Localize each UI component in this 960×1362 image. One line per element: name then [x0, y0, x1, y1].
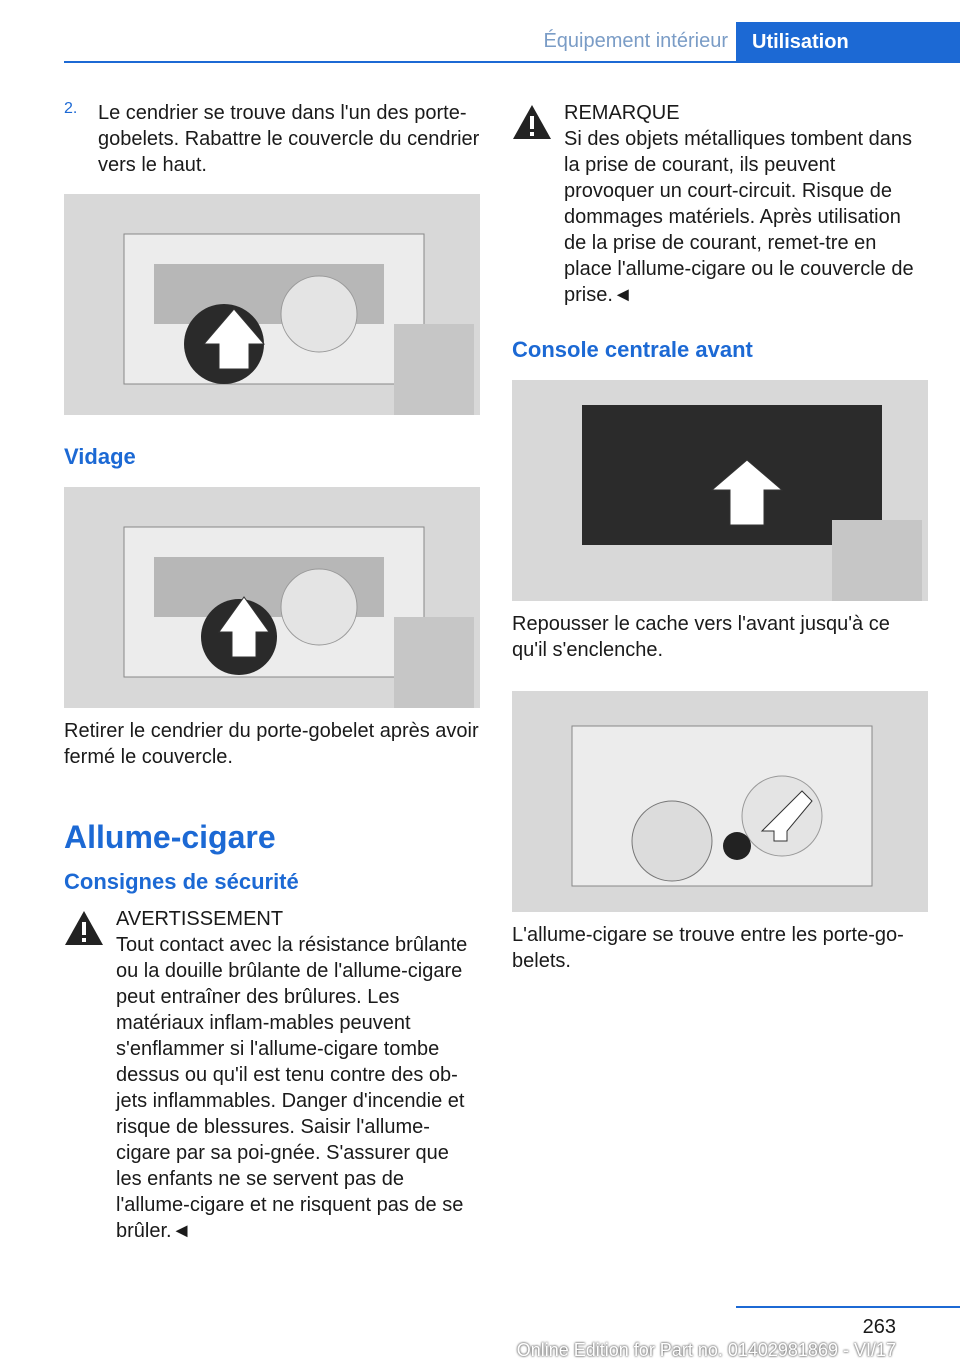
header-tab: Utilisation [736, 22, 960, 63]
ashtray-open-image [64, 194, 480, 415]
header-section: Équipement intérieur [543, 30, 728, 52]
lighter-text: L'allume-cigare se trouve entre les porte-go-belets. [512, 924, 904, 972]
footer-rule [736, 1306, 960, 1308]
consignes-heading: Consignes de sécurité [64, 869, 299, 894]
warning-block [64, 906, 480, 1244]
warning-title: AVERTISSEMENT [116, 908, 284, 930]
ashtray-closed-image [64, 487, 480, 708]
page-number: 263 [862, 1316, 896, 1338]
warning-triangle-icon [64, 910, 104, 946]
note-title: REMARQUE [564, 102, 680, 124]
allume-heading: Allume-cigare [64, 819, 276, 855]
edition-text: Online Edition for Part no. 01402981869 - VI/17 [516, 1340, 896, 1360]
note-block [512, 100, 928, 308]
note-text: Si des objets métalliques tombent dans la prise de courant, ils peuvent provoquer un court-circuit. Risque de dommages matériels. Après utilisation de la prise de courant, remet-tre en place l'allume-cigare ou le couvercle de prise.◄ [564, 128, 914, 306]
right-column [512, 100, 928, 974]
lighter-image [512, 691, 928, 912]
step-number: 2. [64, 100, 78, 117]
vidage-text: Retirer le cendrier du porte-gobelet après avoir fermé le couvercle. [64, 720, 479, 768]
step-item [64, 100, 480, 178]
step-text: Le cendrier se trouve dans l'un des porte-gobelets. Rabattre le couvercle du cendrier vers le haut. [98, 102, 480, 176]
console-heading: Console centrale avant [512, 337, 753, 362]
warning-triangle-icon [512, 104, 552, 140]
vidage-heading: Vidage [64, 444, 136, 469]
header-rule [64, 61, 960, 63]
center-console-image [512, 380, 928, 601]
console-text: Repousser le cache vers l'avant jusqu'à ce qu'il s'enclenche. [512, 613, 890, 661]
warning-text: Tout contact avec la résistance brûlante ou la douille brûlante de l'allume-cigare peut entraîner des brûlures. Les matériaux inflam-mables peuvent s'enflammer si l'allume-cigare tombe dessus ou qu'il est tenu contre des ob-jets inflammables. Danger d'incendie et risque de blessures. Saisir l'allume-cigare par sa poi-gnée. S'assurer que les enfants ne se servent pas de l'allume-cigare et ne risquent pas de se brûler.◄ [116, 934, 468, 1242]
left-column [64, 100, 480, 1244]
